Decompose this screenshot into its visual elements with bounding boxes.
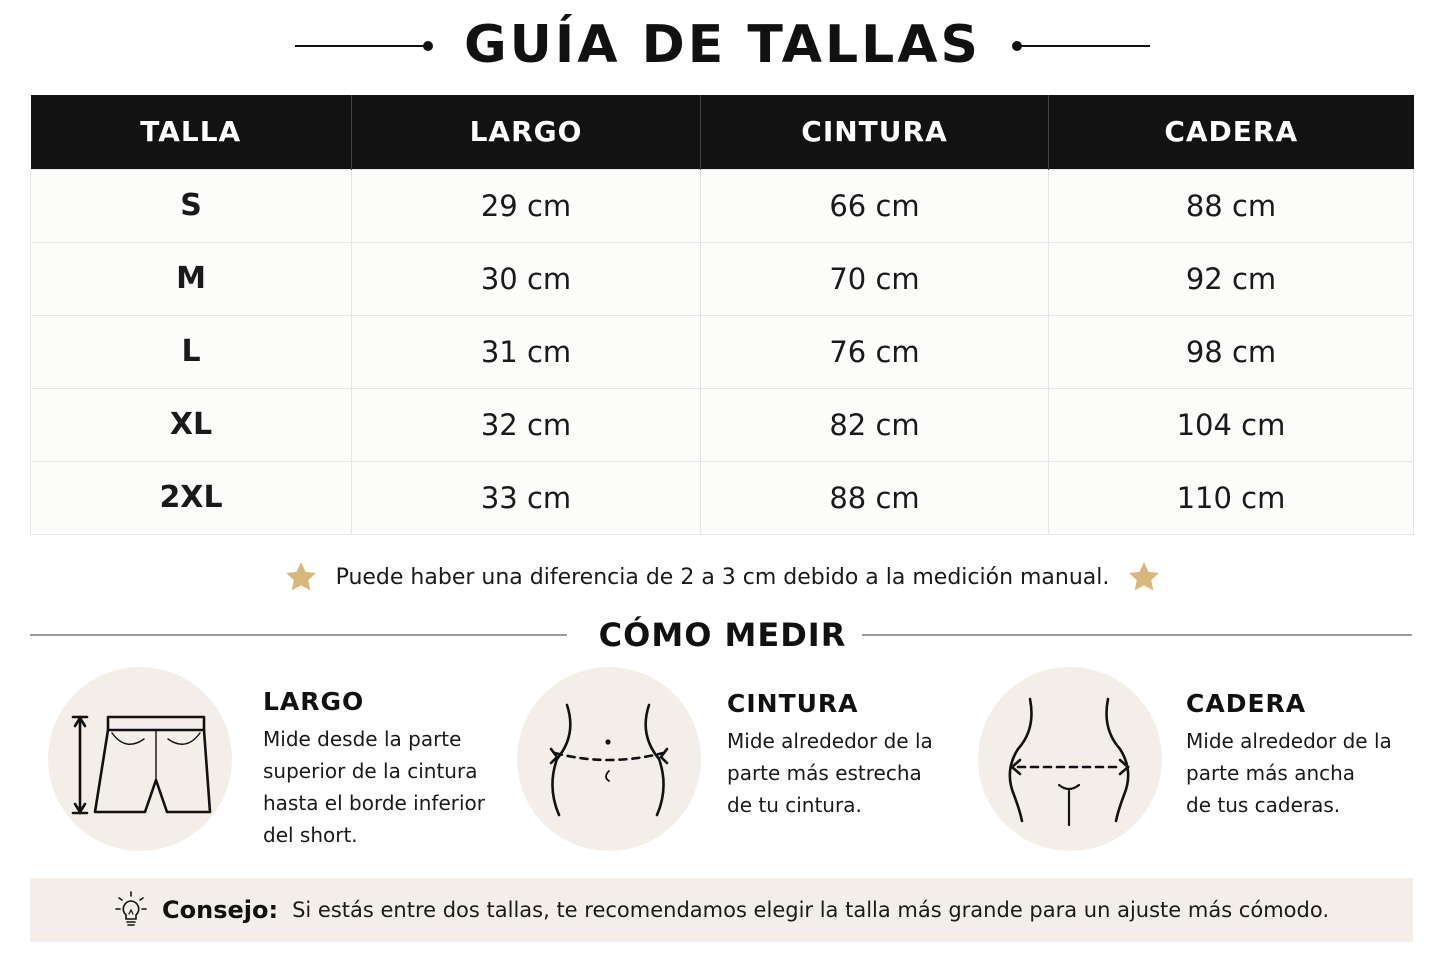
measure-desc-line: del short. <box>263 823 358 847</box>
title-line-right <box>1018 45 1150 47</box>
largo-cell: 30 cm <box>352 242 701 315</box>
size-table <box>30 95 1414 535</box>
table-row <box>31 315 1414 388</box>
largo-cell: 31 cm <box>352 315 701 388</box>
cadera-cell: 98 cm <box>1049 315 1414 388</box>
measure-largo <box>48 667 518 857</box>
measure-desc-largo <box>263 723 485 851</box>
measure-desc-cintura <box>727 725 933 821</box>
size-cell: S <box>31 169 352 242</box>
tip-banner <box>30 878 1413 942</box>
measure-desc-line: Mide alrededor de la <box>727 729 933 753</box>
table-row <box>31 461 1414 534</box>
star-icon <box>1127 560 1161 594</box>
lightbulb-icon <box>114 890 148 930</box>
note-text: Puede haber una diferencia de 2 a 3 cm debido a la medición manual. <box>335 564 1110 590</box>
cadera-cell: 110 cm <box>1049 461 1414 534</box>
waist-icon-circle <box>517 667 701 851</box>
hip-icon-circle <box>978 667 1162 851</box>
title-area <box>0 12 1445 78</box>
largo-cell: 32 cm <box>352 388 701 461</box>
cintura-cell: 76 cm <box>701 315 1049 388</box>
largo-cell: 29 cm <box>352 169 701 242</box>
measure-desc-cadera <box>1186 725 1392 821</box>
hip-icon <box>978 667 1162 851</box>
measure-desc-line: parte más estrecha <box>727 761 922 785</box>
cadera-cell: 104 cm <box>1049 388 1414 461</box>
cintura-cell: 88 cm <box>701 461 1049 534</box>
shorts-length-icon-circle <box>48 667 232 851</box>
size-cell: L <box>31 315 352 388</box>
page-title: GUÍA DE TALLAS <box>463 15 982 75</box>
measure-desc-line: de tu cintura. <box>727 793 862 817</box>
header-largo: LARGO <box>352 95 701 169</box>
star-icon <box>284 560 318 594</box>
table-header-row <box>31 95 1414 169</box>
measurement-note <box>0 560 1445 596</box>
measure-desc-line: hasta el borde inferior <box>263 791 486 815</box>
largo-cell: 33 cm <box>352 461 701 534</box>
measure-desc-line: Mide alrededor de la <box>1186 729 1392 753</box>
measure-desc-line: parte más ancha <box>1186 761 1356 785</box>
measure-title-largo: LARGO <box>263 687 365 716</box>
measure-title-cadera: CADERA <box>1186 689 1307 718</box>
measure-desc-line: de tus caderas. <box>1186 793 1341 817</box>
header-cadera: CADERA <box>1049 95 1414 169</box>
table-row <box>31 169 1414 242</box>
cintura-cell: 66 cm <box>701 169 1049 242</box>
cintura-cell: 70 cm <box>701 242 1049 315</box>
table-row <box>31 388 1414 461</box>
tip-label: Consejo: <box>162 896 279 924</box>
tip-text: Si estás entre dos tallas, te recomendamos elegir la talla más grande para un ajuste más cómodo. <box>292 898 1329 922</box>
section-divider-right <box>862 634 1412 636</box>
size-cell: 2XL <box>31 461 352 534</box>
waist-icon <box>517 667 701 851</box>
size-cell: M <box>31 242 352 315</box>
measure-cadera <box>978 667 1445 857</box>
cadera-cell: 88 cm <box>1049 169 1414 242</box>
header-cintura: CINTURA <box>701 95 1049 169</box>
table-row <box>31 242 1414 315</box>
measure-title-cintura: CINTURA <box>727 689 859 718</box>
shorts-length-icon <box>48 667 232 851</box>
measure-desc-line: Mide desde la parte <box>263 727 462 751</box>
header-talla: TALLA <box>31 95 352 169</box>
cintura-cell: 82 cm <box>701 388 1049 461</box>
section-title: CÓMO MEDIR <box>598 616 847 654</box>
how-to-measure-heading <box>0 612 1445 658</box>
measure-cintura <box>517 667 987 857</box>
cadera-cell: 92 cm <box>1049 242 1414 315</box>
measure-desc-line: superior de la cintura <box>263 759 478 783</box>
size-cell: XL <box>31 388 352 461</box>
